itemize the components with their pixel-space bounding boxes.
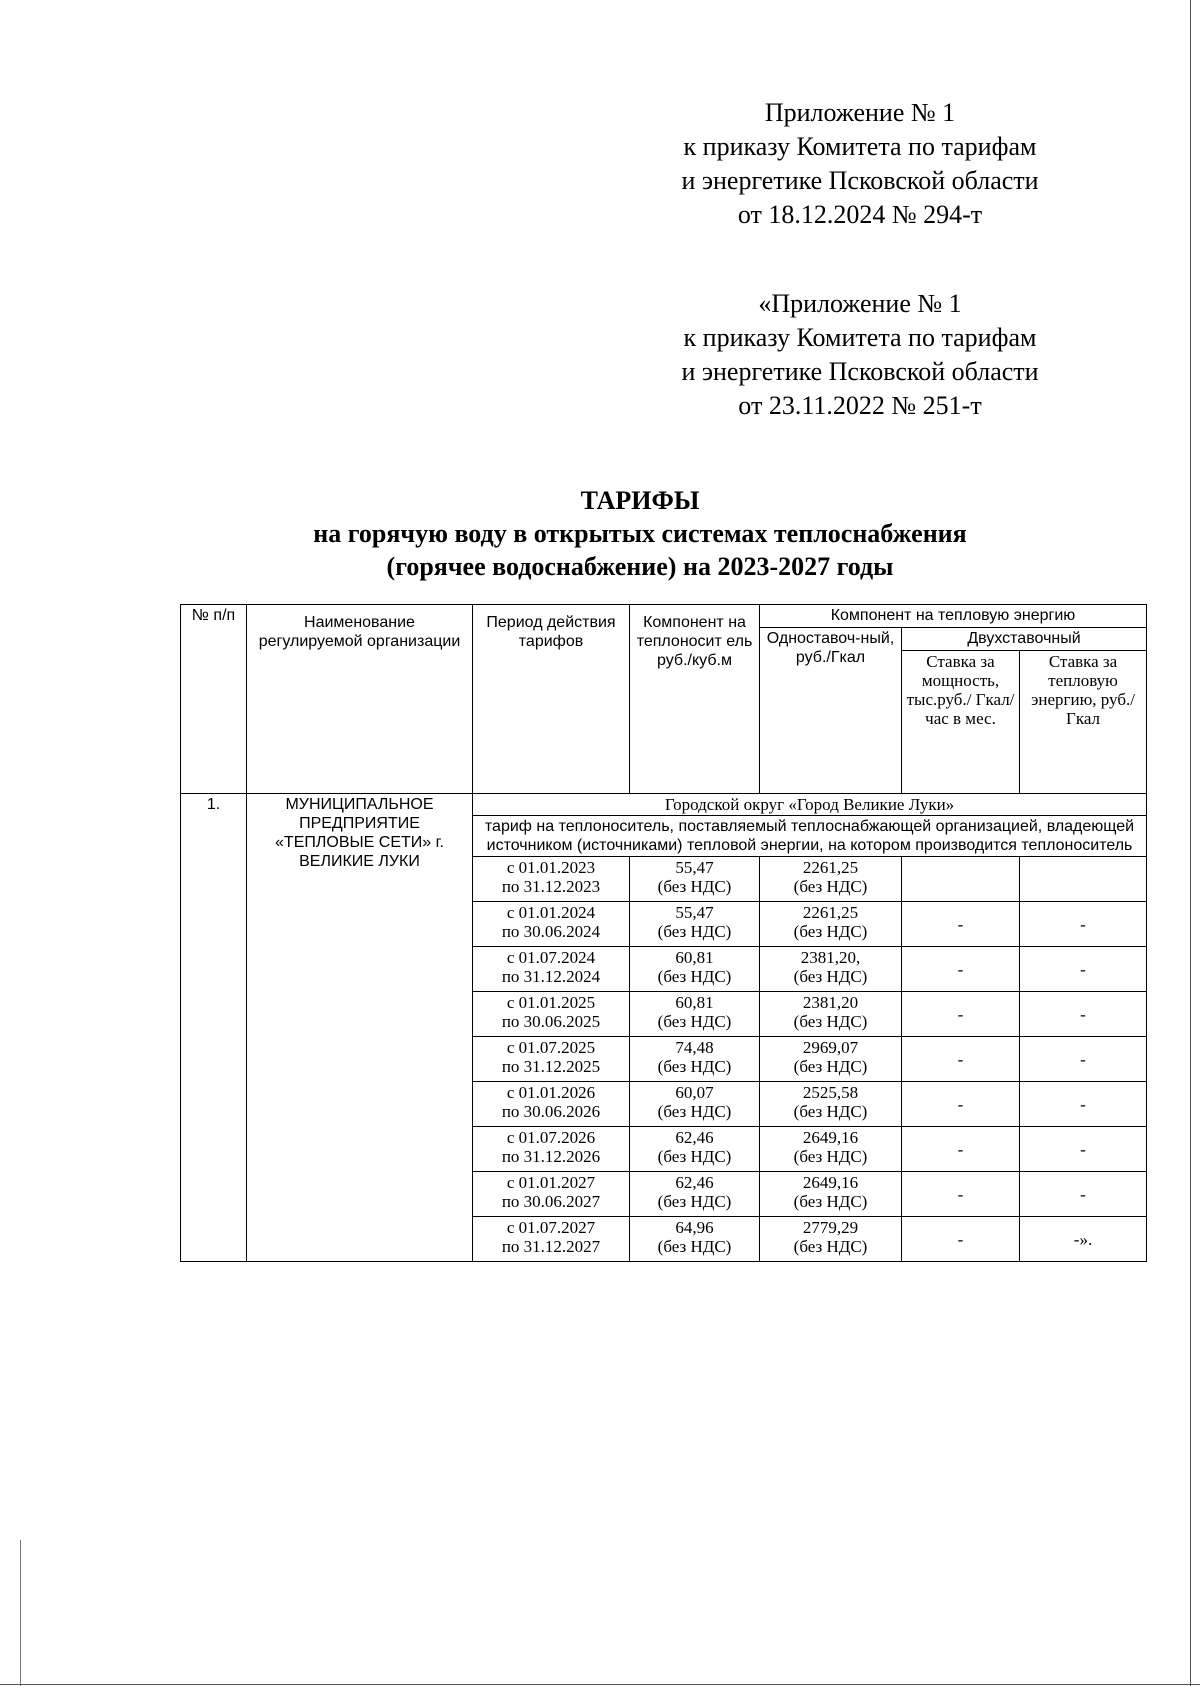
capacity-cell	[902, 1172, 1020, 1217]
single-rate-cell-single: 2649,16	[802, 1128, 859, 1147]
single-rate-cell-single: 2381,20,	[800, 948, 861, 967]
carrier-cell-carrier-vat: (без НДС)	[657, 967, 732, 986]
capacity-cell	[902, 902, 1020, 947]
carrier-cell-carrier: 64,96	[675, 1218, 714, 1237]
header-energy-rate: Ставка за тепловую энергию, руб./Гкал	[1020, 651, 1147, 794]
period-cell-from: с 01.07.2027	[506, 1218, 596, 1237]
header-capacity-rate: Ставка за мощность, тыс.руб./ Гкал/час в мес.	[902, 651, 1020, 794]
single-rate-cell	[760, 1082, 902, 1127]
carrier-cell-carrier-vat: (без НДС)	[657, 922, 732, 941]
period-cell-to: по 31.12.2027	[501, 1237, 601, 1256]
capacity-cell	[902, 1217, 1020, 1262]
energy-cell-energy: -	[1080, 1004, 1086, 1024]
appendix-current-line3: и энергетике Псковской области	[681, 166, 1039, 195]
period-cell-from: с 01.01.2025	[506, 993, 596, 1012]
appendix-previous	[640, 287, 1080, 423]
carrier-cell-carrier-vat: (без НДС)	[657, 1237, 732, 1256]
single-rate-cell-single-vat: (без НДС)	[793, 877, 868, 896]
appendix-current	[640, 96, 1080, 232]
carrier-cell	[630, 857, 760, 902]
scan-edge-bottom	[0, 1684, 1200, 1685]
energy-cell	[1020, 992, 1147, 1037]
tariff-note: тариф на теплоноситель, поставляемый теплоснабжающей организацией, владеющей источником (источниками) тепловой энергии, на котором производится теплоноситель	[473, 816, 1147, 857]
single-rate-cell-single-vat: (без НДС)	[793, 1237, 868, 1256]
capacity-cell-capacity: -	[957, 1184, 964, 1204]
scan-edge-left	[20, 1540, 21, 1686]
single-rate-cell-single: 2381,20	[802, 993, 859, 1012]
header-two-rate: Двухставочный	[902, 628, 1147, 651]
carrier-cell	[630, 1082, 760, 1127]
single-rate-cell-single: 2649,16	[802, 1173, 859, 1192]
carrier-cell	[630, 1127, 760, 1172]
single-rate-cell	[760, 1127, 902, 1172]
energy-cell	[1020, 947, 1147, 992]
single-rate-cell	[760, 902, 902, 947]
energy-cell	[1020, 857, 1147, 902]
carrier-cell-carrier: 60,81	[675, 993, 714, 1012]
period-cell-from: с 01.01.2024	[506, 903, 596, 922]
carrier-cell-carrier: 62,46	[675, 1128, 714, 1147]
energy-cell-energy: -».	[1073, 1229, 1093, 1249]
period-cell-from: с 01.01.2026	[506, 1083, 596, 1102]
energy-cell	[1020, 902, 1147, 947]
carrier-cell-carrier-vat: (без НДС)	[657, 1102, 732, 1121]
single-rate-cell-single-vat: (без НДС)	[793, 1147, 868, 1166]
period-cell	[473, 902, 630, 947]
period-cell	[473, 1127, 630, 1172]
carrier-cell-carrier-vat: (без НДС)	[657, 1057, 732, 1076]
appendix-current-line1: Приложение № 1	[764, 98, 956, 127]
single-rate-cell	[760, 992, 902, 1037]
period-cell	[473, 1172, 630, 1217]
energy-cell-energy: -	[1080, 959, 1086, 979]
carrier-cell	[630, 902, 760, 947]
single-rate-cell-single: 2779,29	[802, 1218, 859, 1237]
single-rate-cell-single: 2261,25	[802, 858, 859, 877]
capacity-cell	[902, 1082, 1020, 1127]
period-cell	[473, 1037, 630, 1082]
capacity-cell-capacity: -	[957, 1004, 964, 1024]
appendix-previous-line2: к приказу Комитета по тарифам	[683, 323, 1037, 352]
energy-cell-energy: -	[1080, 1139, 1086, 1159]
period-cell-from: с 01.07.2024	[506, 948, 596, 967]
single-rate-cell-single: 2525,58	[802, 1083, 859, 1102]
header-carrier: Компонент на теплоносит ель руб./куб.м	[630, 605, 760, 794]
single-rate-cell	[760, 947, 902, 992]
carrier-cell-carrier-vat: (без НДС)	[657, 877, 732, 896]
single-rate-cell	[760, 857, 902, 902]
header-single-rate: Одноставоч-ный, руб./Гкал	[760, 628, 902, 794]
period-cell-to: по 30.06.2026	[501, 1102, 601, 1121]
header-heat-component: Компонент на тепловую энергию	[760, 605, 1147, 628]
carrier-cell	[630, 992, 760, 1037]
carrier-cell-carrier: 60,81	[675, 948, 714, 967]
carrier-cell	[630, 1217, 760, 1262]
carrier-cell	[630, 1172, 760, 1217]
energy-cell	[1020, 1217, 1147, 1262]
single-rate-cell	[760, 1217, 902, 1262]
capacity-cell	[902, 857, 1020, 902]
appendix-current-line4: от 18.12.2024 № 294-т	[737, 200, 983, 229]
appendix-current-line2: к приказу Комитета по тарифам	[683, 132, 1037, 161]
period-cell-to: по 31.12.2024	[501, 967, 601, 986]
period-cell	[473, 857, 630, 902]
capacity-cell	[902, 1127, 1020, 1172]
header-num: № п/п	[181, 605, 247, 794]
capacity-cell	[902, 992, 1020, 1037]
carrier-cell-carrier: 55,47	[675, 858, 714, 877]
document-title	[160, 484, 1120, 583]
appendix-previous-line3: и энергетике Псковской области	[681, 357, 1039, 386]
title-line2: на горячую воду в открытых системах теплоснабжения	[313, 519, 967, 548]
energy-cell-energy: -	[1080, 1184, 1086, 1204]
single-rate-cell-single-vat: (без НДС)	[793, 1102, 868, 1121]
energy-cell	[1020, 1037, 1147, 1082]
carrier-cell	[630, 1037, 760, 1082]
title-line1: ТАРИФЫ	[580, 486, 700, 515]
title-line3: (горячее водоснабжение) на 2023-2027 годы	[386, 552, 894, 581]
energy-cell-energy: -	[1080, 914, 1086, 934]
single-rate-cell-single-vat: (без НДС)	[793, 1192, 868, 1211]
period-cell-to: по 30.06.2025	[501, 1012, 601, 1031]
period-cell-to: по 30.06.2024	[501, 922, 601, 941]
carrier-cell-carrier: 60,07	[675, 1083, 714, 1102]
scan-edge-right	[1190, 0, 1191, 1686]
carrier-cell	[630, 947, 760, 992]
single-rate-cell-single: 2969,07	[802, 1038, 859, 1057]
period-cell-from: с 01.07.2026	[506, 1128, 596, 1147]
district-name: Городской округ «Город Великие Луки»	[473, 794, 1147, 816]
organization-name: МУНИЦИПАЛЬНОЕ ПРЕДПРИЯТИЕ «ТЕПЛОВЫЕ СЕТИ» г. ВЕЛИКИЕ ЛУКИ	[247, 794, 473, 1262]
energy-cell	[1020, 1172, 1147, 1217]
single-rate-cell-single: 2261,25	[802, 903, 859, 922]
period-cell-from: с 01.01.2023	[506, 858, 596, 877]
energy-cell-energy: -	[1080, 1049, 1086, 1069]
energy-cell	[1020, 1082, 1147, 1127]
energy-cell-energy: -	[1080, 1094, 1086, 1114]
period-cell	[473, 947, 630, 992]
period-cell-to: по 31.12.2025	[501, 1057, 601, 1076]
capacity-cell	[902, 1037, 1020, 1082]
capacity-cell-capacity: -	[957, 1139, 964, 1159]
carrier-cell-carrier-vat: (без НДС)	[657, 1192, 732, 1211]
period-cell-from: с 01.01.2027	[506, 1173, 596, 1192]
period-cell-to: по 30.06.2027	[501, 1192, 601, 1211]
single-rate-cell	[760, 1037, 902, 1082]
carrier-cell-carrier-vat: (без НДС)	[657, 1147, 732, 1166]
single-rate-cell-single-vat: (без НДС)	[793, 967, 868, 986]
single-rate-cell	[760, 1172, 902, 1217]
period-cell-to: по 31.12.2026	[501, 1147, 601, 1166]
single-rate-cell-single-vat: (без НДС)	[793, 922, 868, 941]
capacity-cell-capacity: -	[957, 1049, 964, 1069]
single-rate-cell-single-vat: (без НДС)	[793, 1057, 868, 1076]
carrier-cell-carrier: 62,46	[675, 1173, 714, 1192]
capacity-cell-capacity: -	[957, 959, 964, 979]
carrier-cell-carrier: 55,47	[675, 903, 714, 922]
header-period: Период действия тарифов	[473, 605, 630, 794]
period-cell	[473, 1217, 630, 1262]
appendix-previous-line1: «Приложение № 1	[758, 289, 962, 318]
capacity-cell	[902, 947, 1020, 992]
single-rate-cell-single-vat: (без НДС)	[793, 1012, 868, 1031]
capacity-cell-capacity: -	[957, 1094, 964, 1114]
carrier-cell-carrier-vat: (без НДС)	[657, 1012, 732, 1031]
header-org: Наименование регулируемой организации	[247, 605, 473, 794]
energy-cell	[1020, 1127, 1147, 1172]
period-cell	[473, 992, 630, 1037]
capacity-cell-capacity: -	[957, 1229, 964, 1249]
carrier-cell-carrier: 74,48	[675, 1038, 714, 1057]
period-cell-from: с 01.07.2025	[506, 1038, 596, 1057]
period-cell-to: по 31.12.2023	[501, 877, 601, 896]
appendix-previous-line4: от 23.11.2022 № 251-т	[738, 391, 982, 420]
period-cell	[473, 1082, 630, 1127]
tariff-table	[180, 604, 1147, 1262]
capacity-cell-capacity: -	[957, 914, 964, 934]
row-number: 1.	[181, 794, 247, 1262]
